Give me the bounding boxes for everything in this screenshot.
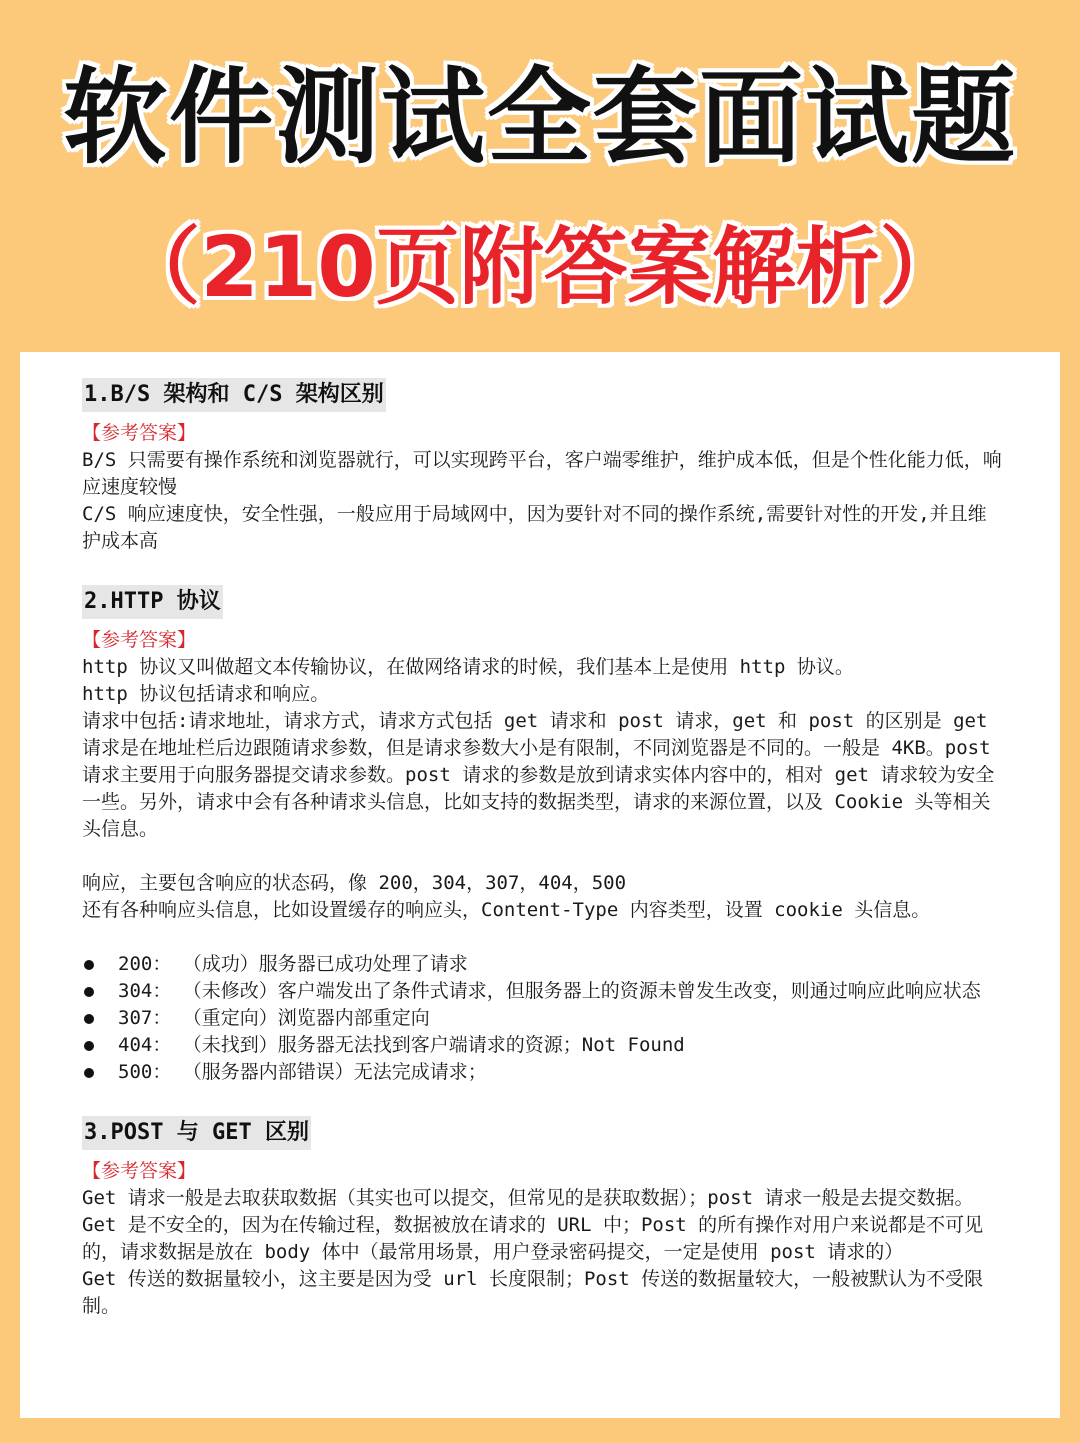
list-item-text: 307： （重定向）浏览器内部重定向 xyxy=(118,1007,430,1029)
paragraph-spacer xyxy=(82,924,1002,951)
bullet-icon xyxy=(84,1041,94,1051)
section-heading: 1.B/S 架构和 C/S 架构区别 xyxy=(82,378,386,412)
bullet-icon xyxy=(84,960,94,970)
answer-paragraph: Get 传送的数据量较小，这主要是因为受 url 长度限制；Post 传送的数据量较大，一般被默认为不受限制。 xyxy=(82,1268,984,1317)
section-post-get xyxy=(82,1116,1002,1320)
list-item-text: 404： （未找到）服务器无法找到客户端请求的资源；Not Found xyxy=(118,1034,685,1056)
section-heading: 2.HTTP 协议 xyxy=(82,585,223,619)
answer-paragraph: Get 请求一般是去取获取数据（其实也可以提交，但常见的是获取数据）；post 请求一般是去提交数据。 xyxy=(82,1187,974,1209)
answer-paragraph: http 协议包括请求和响应。 xyxy=(82,683,330,705)
answer-paragraph: 还有各种响应头信息，比如设置缓存的响应头，Content-Type 内容类型，设置 cookie 头信息。 xyxy=(82,899,931,921)
answer-label: 【参考答案】 xyxy=(82,629,197,651)
answer-paragraph: 请求中包括:请求地址，请求方式，请求方式包括 get 请求和 post 请求，get 和 post 的区别是 get 请求是在地址栏后边跟随请求参数，但是请求参数大小是有限制，不同浏览器是不同的。一般是 4KB。post 请求主要用于向服务器提交请求参数。post 请求的参数是放到请求实体内容中的，相对 get 请求较为安全一些。另外，请求中会有各种请求头信息，比如支持的数据类型，请求的来源位置，以及 Cookie 头等相关头信息。 xyxy=(82,710,995,840)
list-item-text: 500： （服务器内部错误）无法完成请求； xyxy=(118,1061,487,1083)
list-item-text: 304： （未修改）客户端发出了条件式请求，但服务器上的资源未曾发生改变，则通过响应此响应状态 xyxy=(118,980,981,1002)
list-item xyxy=(82,1059,1002,1086)
list-item xyxy=(82,1032,1002,1059)
section-bs-cs xyxy=(82,378,1002,555)
status-code-list xyxy=(82,951,1002,1086)
section-heading: 3.POST 与 GET 区别 xyxy=(82,1116,311,1150)
answer-label: 【参考答案】 xyxy=(82,1160,197,1182)
bullet-icon xyxy=(84,1068,94,1078)
document-card xyxy=(20,352,1060,1418)
list-item xyxy=(82,951,1002,978)
answer-paragraph: B/S 只需要有操作系统和浏览器就行，可以实现跨平台，客户端零维护，维护成本低，但是个性化能力低，响应速度较慢 xyxy=(82,449,1002,498)
answer-paragraph: http 协议又叫做超文本传输协议，在做网络请求的时候，我们基本上是使用 http 协议。 xyxy=(82,656,854,678)
page-subtitle: （210页附答案解析） xyxy=(116,218,964,316)
document-content xyxy=(82,378,1002,1350)
answer-paragraph: Get 是不安全的，因为在传输过程，数据被放在请求的 URL 中；Post 的所有操作对用户来说都是不可见的，请求数据是放在 body 体中（最常用场景，用户登录密码提交，一定是使用 post 请求的） xyxy=(82,1214,984,1263)
answer-paragraph: 响应，主要包含响应的状态码，像 200，304，307，404，500 xyxy=(82,872,627,894)
bullet-icon xyxy=(84,987,94,997)
bullet-icon xyxy=(84,1014,94,1024)
list-item xyxy=(82,978,1002,1005)
list-item xyxy=(82,1005,1002,1032)
page-title: 软件测试全套面试题 xyxy=(62,56,1017,178)
list-item-text: 200： （成功）服务器已成功处理了请求 xyxy=(118,953,468,975)
answer-paragraph: C/S 响应速度快，安全性强，一般应用于局域网中，因为要针对不同的操作系统,需要针对性的开发,并且维护成本高 xyxy=(82,503,987,552)
section-http xyxy=(82,585,1002,1086)
paragraph-spacer xyxy=(82,843,1002,870)
answer-label: 【参考答案】 xyxy=(82,422,197,444)
